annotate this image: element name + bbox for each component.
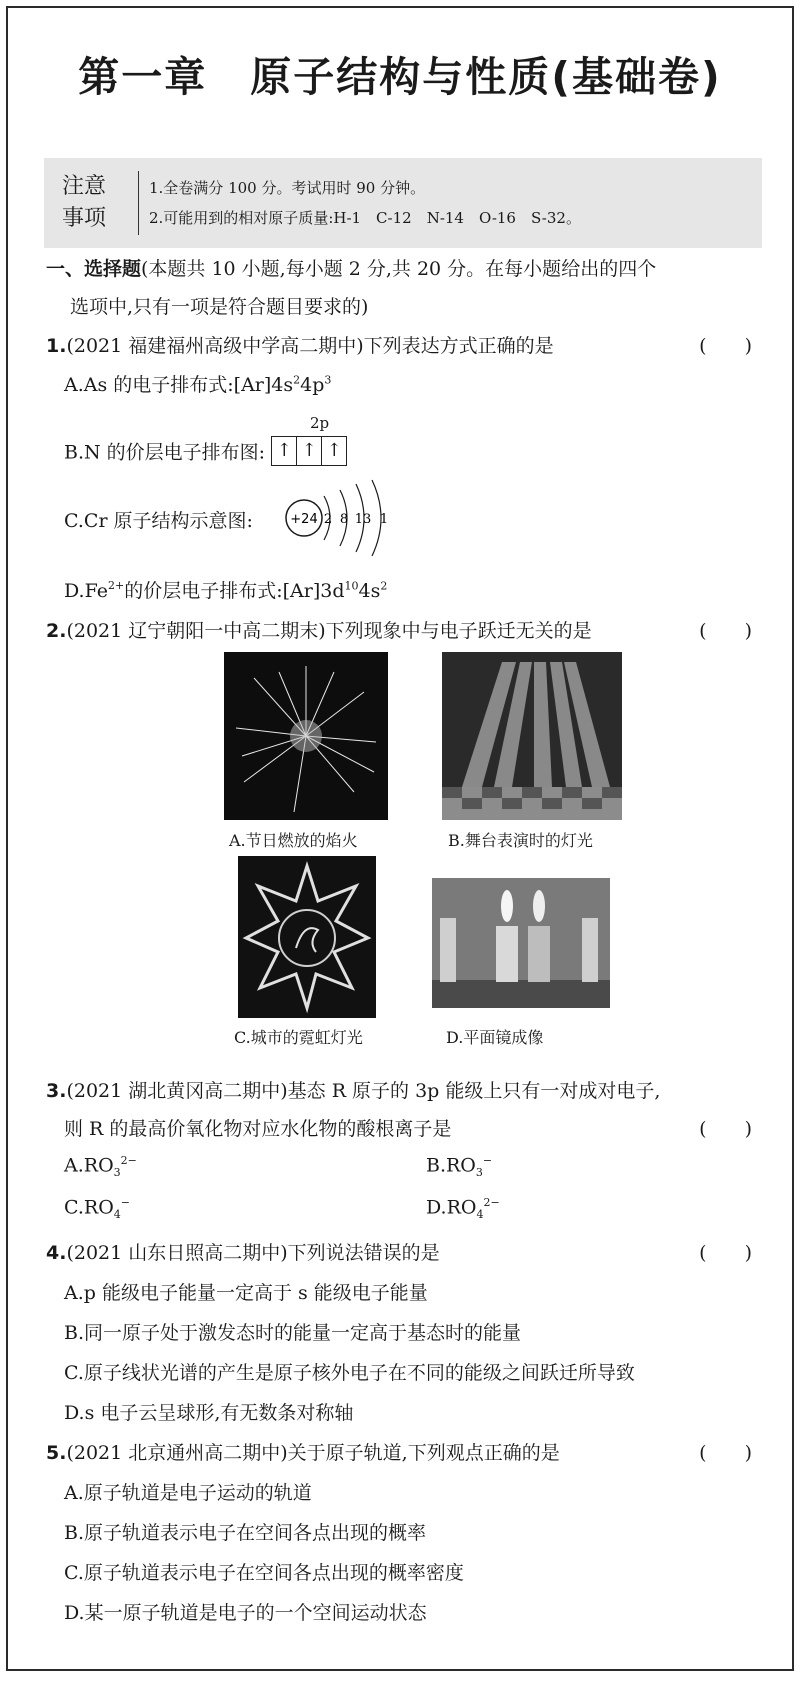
q5-option-b: B.原子轨道表示电子在空间各点出现的概率 [64,1522,427,1544]
q5-option-a: A.原子轨道是电子运动的轨道 [64,1482,312,1504]
q1-orbital-label: 2p [310,414,330,432]
answer-blank-3: ( ) [699,1118,752,1140]
question-2-stem: 2.(2021 辽宁朝阳一中高二期末)下列现象中与电子跃迁无关的是 [46,620,592,642]
image-caption-c: C.城市的霓虹灯光 [234,1028,363,1047]
q4-option-b: B.同一原子处于激发态时的能量一定高于基态时的能量 [64,1322,522,1344]
q4-option-c: C.原子线状光谱的产生是原子核外电子在不同的能级之间跃迁所导致 [64,1362,635,1384]
notice-label: 注意 事项 [62,174,107,231]
q1-option-b: B.N 的价层电子排布图: ↑ ↑ ↑ [64,436,347,466]
q4-option-a: A.p 能级电子能量一定高于 s 能级电子能量 [64,1282,428,1304]
q3-option-d: $D.RO_4^{2-}$ [426,1196,500,1222]
electron-arrow-icon: ↑ [297,437,322,465]
answer-blank-5: ( ) [699,1442,752,1464]
shell-count: 8 [339,512,349,527]
question-1-stem: 1.(2021 福建福州高级中学高二期中)下列表达方式正确的是 [46,335,554,357]
image-caption-d: D.平面镜成像 [446,1028,544,1047]
q1-option-d: $D.Fe^{2+}$的价层电子排布式$:[Ar]3d^{10}4s^2$ [64,579,388,602]
nucleus-charge: +24 [290,512,318,527]
electron-arrow-icon: ↑ [272,437,297,465]
stage-lights-image [442,652,622,820]
shell-count: 2 [323,512,333,527]
question-3-stem: 3.(2021 湖北黄冈高二期中)基态 R 原子的 3p 能级上只有一对成对电子, [46,1080,661,1102]
fireworks-image [224,652,388,820]
q3-option-b: $B.RO_3^-$ [426,1154,493,1180]
q4-option-d: D.s 电子云呈球形,有无数条对称轴 [64,1402,354,1424]
electron-arrow-icon: ↑ [326,440,342,461]
q3-option-c: $C.RO_4^-$ [64,1196,131,1222]
answer-blank-4: ( ) [699,1242,752,1264]
question-4-stem: 4.(2021 山东日照高二期中)下列说法错误的是 [46,1242,440,1264]
image-caption-a: A.节日燃放的焰火 [229,831,358,850]
q1-option-c: C.Cr 原子结构示意图: [64,510,253,532]
image-caption-b: B.舞台表演时的灯光 [448,831,593,850]
orbital-diagram [271,436,347,466]
notice-box [44,158,762,248]
notice-item-2: 2.可能用到的相对原子质量:H-1 C-12 N-14 O-16 S-32。 [149,209,581,227]
question-5-stem: 5.(2021 北京通州高二期中)关于原子轨道,下列观点正确的是 [46,1442,560,1464]
answer-blank-2: ( ) [699,620,752,642]
mirror-candle-image [432,878,610,1008]
page-title: 第一章 原子结构与性质(基础卷) [78,53,722,101]
question-3-stem-2: 则 R 的最高价氧化物对应水化物的酸根离子是 [64,1118,452,1140]
q1-option-a: A.As 的电子排布式$:[Ar]4s^24p^3$ [64,373,332,396]
atom-structure-diagram [284,478,404,558]
shell-count: 13 [354,512,372,527]
shell-count: 1 [379,512,389,527]
neon-light-image [238,856,376,1018]
section-desc-2: 选项中,只有一项是符合题目要求的) [70,296,369,318]
notice-item-1: 1.全卷满分 100 分。考试用时 90 分钟。 [149,179,426,197]
q5-option-d: D.某一原子轨道是电子的一个空间运动状态 [64,1602,427,1624]
q5-option-c: C.原子轨道表示电子在空间各点出现的概率密度 [64,1562,464,1584]
notice-items [149,173,581,233]
notice-divider [138,171,139,235]
answer-blank-1: ( ) [699,335,752,357]
section-heading: 一、选择题(本题共 10 小题,每小题 2 分,共 20 分。在每小题给出的四个 [46,258,657,280]
q3-option-a: $A.RO_3^{2-}$ [64,1154,137,1180]
exam-page [6,6,794,1671]
